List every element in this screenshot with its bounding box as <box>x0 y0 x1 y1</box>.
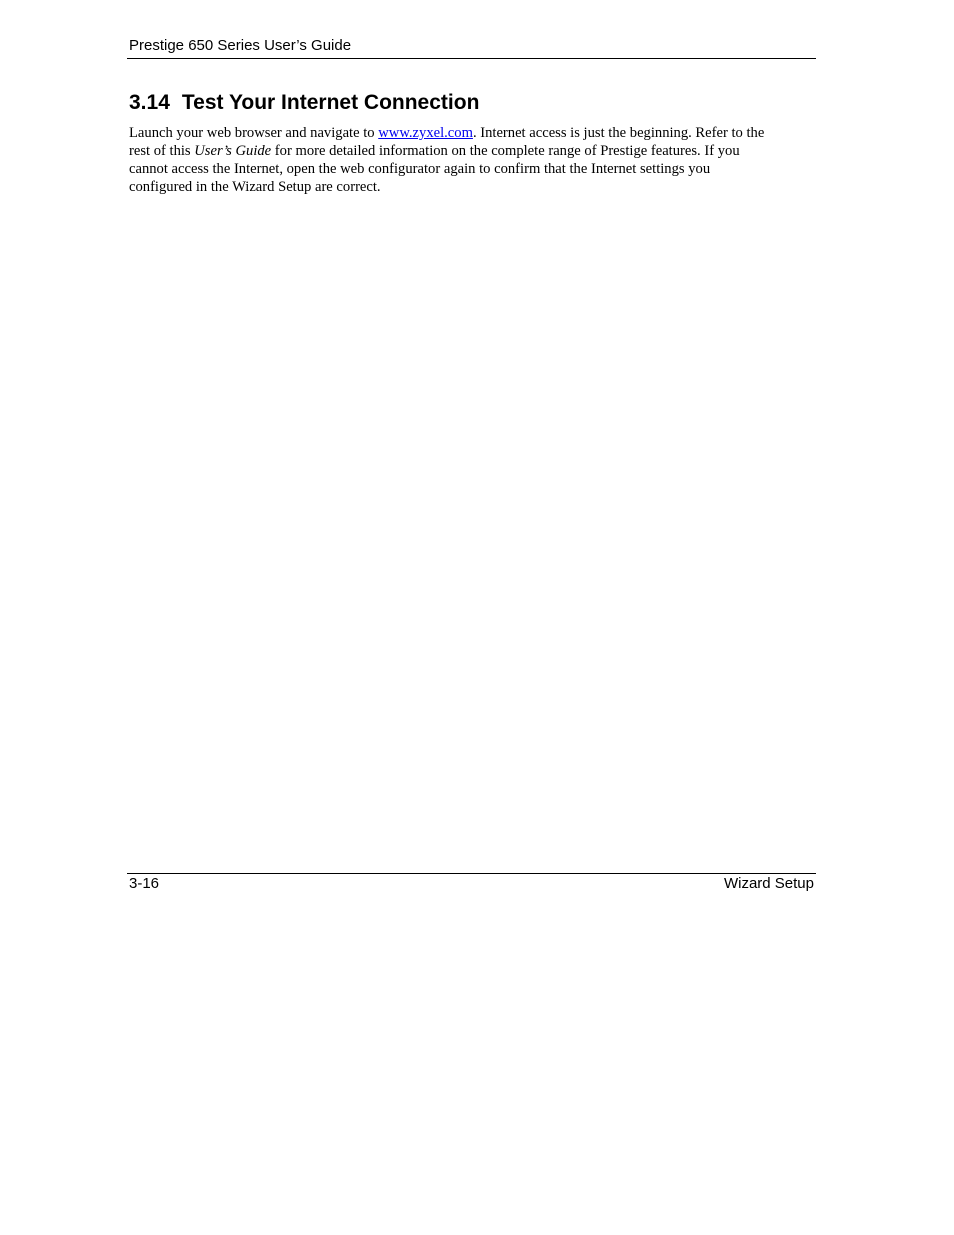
paragraph-text: Launch your web browser and navigate to <box>129 125 379 141</box>
paragraph-line-2 <box>129 142 817 160</box>
section-heading <box>129 89 479 116</box>
page-number: 3-16 <box>129 875 160 892</box>
paragraph-text: . Internet access is just the beginning. Refer to the <box>472 125 765 141</box>
paragraph-line-4: configured in the Wizard Setup are correct. <box>129 179 381 195</box>
guide-title-emphasis: User’s Guide <box>194 143 272 159</box>
paragraph-line-3: cannot access the Internet, open the web configurator again to confirm that the Internet settings you <box>129 161 711 177</box>
paragraph-line-1 <box>129 124 817 142</box>
paragraph-text: for more detailed information on the complete range of Prestige features. If you <box>271 143 740 159</box>
section-number: 3.14 <box>129 91 170 114</box>
section-title: Test Your Internet Connection <box>181 91 480 114</box>
header-divider <box>127 58 816 59</box>
chapter-name: Wizard Setup <box>723 875 814 892</box>
body-paragraph <box>129 124 817 196</box>
running-header: Prestige 650 Series User’s Guide <box>129 37 352 54</box>
zyxel-website-link[interactable]: www.zyxel.com <box>378 125 473 141</box>
page-footer <box>129 875 814 893</box>
paragraph-text: rest of this <box>129 143 195 159</box>
footer-divider <box>127 873 816 874</box>
